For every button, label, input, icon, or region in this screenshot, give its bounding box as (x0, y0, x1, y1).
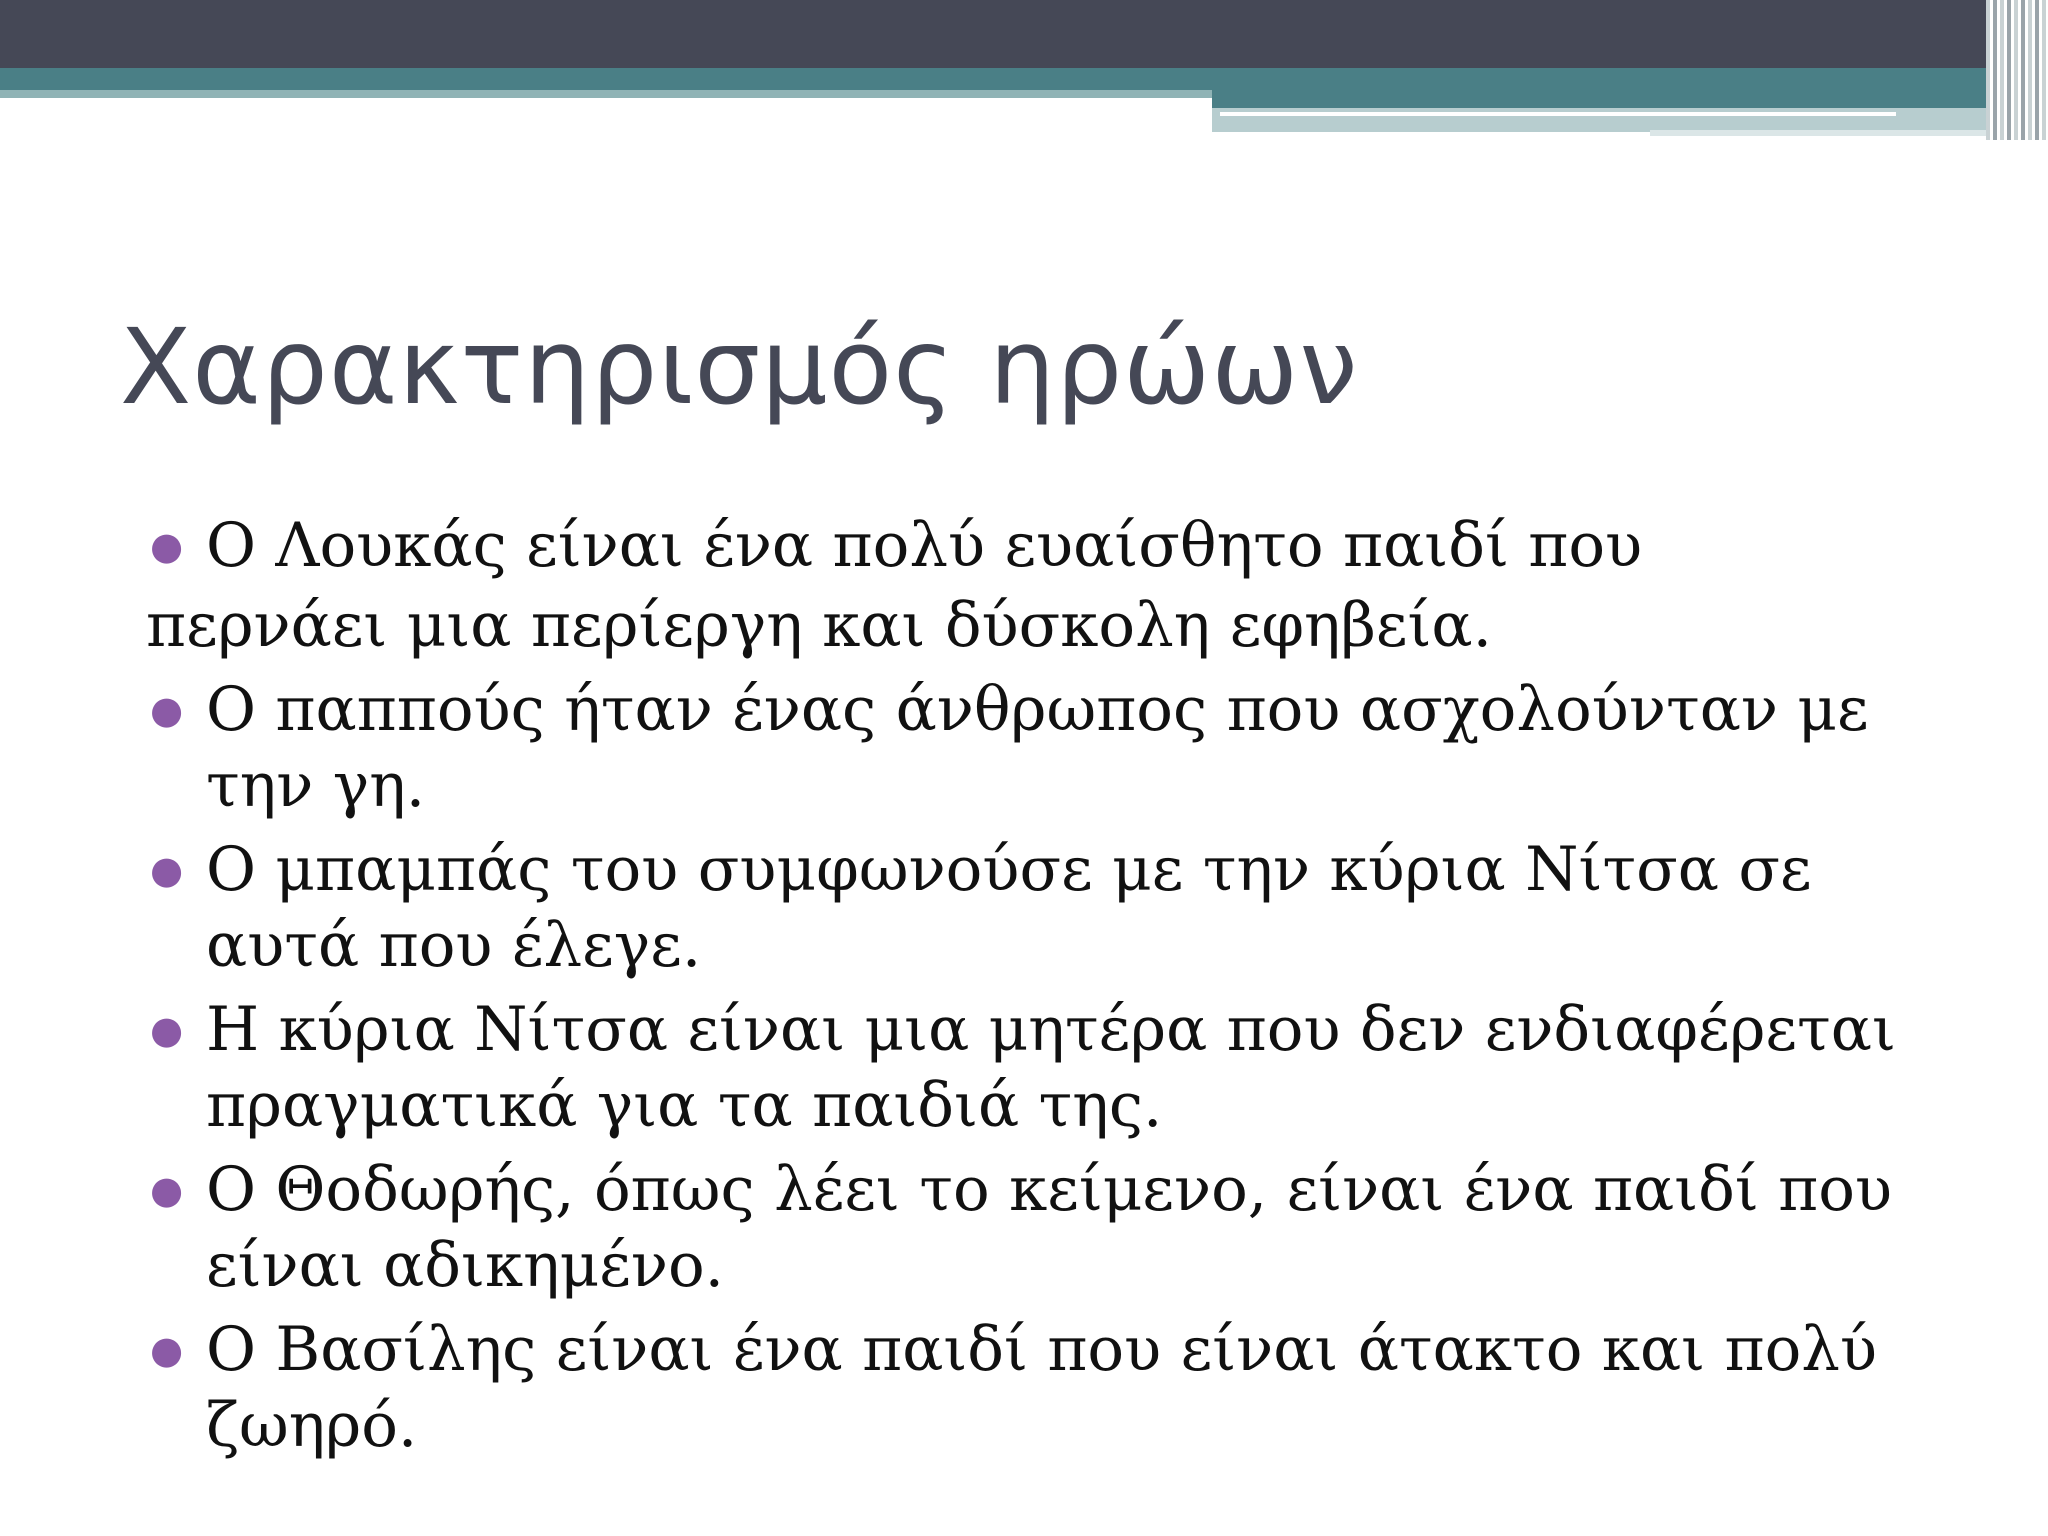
bullet-dot-icon: ● (150, 1328, 184, 1372)
header-line-white (1220, 112, 1896, 116)
slide-content (146, 508, 1926, 1472)
edge-stripes-decoration (1986, 0, 2048, 140)
bullet-item-babas (146, 832, 1926, 984)
bullet-text: Ο μπαμπάς του συμφωνούσε με την κύρια Νίτσα σε αυτά που έλεγε. (206, 834, 1812, 981)
header-band-teal (0, 68, 2048, 90)
header-band-dark (0, 0, 2048, 68)
bullet-text-line1: Ο Λουκάς είναι ένα πολύ ευαίσθητο παιδί που (206, 510, 1643, 581)
bullet-dot-icon: ● (150, 688, 184, 732)
bullet-item-loukas (146, 508, 1926, 664)
bullet-dot-icon: ● (150, 848, 184, 892)
bullet-text: Ο παππούς ήταν ένας άνθρωπος που ασχολούνταν με την γη. (206, 674, 1869, 821)
bullet-text-line2: περνάει μια περίεργη και δύσκολη εφηβεία. (146, 590, 1492, 661)
header-band-step (1212, 90, 2048, 108)
bullet-text: Ο Βασίλης είναι ένα παιδί που είναι άτακτο και πολύ ζωηρό. (206, 1314, 1878, 1461)
bullet-list (146, 508, 1926, 1464)
bullet-item-thodoris (146, 1152, 1926, 1304)
bullet-item-vasilis (146, 1312, 1926, 1464)
bullet-item-pappous (146, 672, 1926, 824)
bullet-dot-icon: ● (150, 524, 184, 568)
bullet-item-nitsa (146, 992, 1926, 1144)
bullet-text: Ο Θοδωρής, όπως λέει το κείμενο, είναι ένα παιδί που είναι αδικημένο. (206, 1154, 1893, 1301)
bullet-text: Η κύρια Νίτσα είναι μια μητέρα που δεν ενδιαφέρεται πραγματικά για τα παιδιά της. (206, 994, 1896, 1141)
bullet-dot-icon: ● (150, 1168, 184, 1212)
header-band-teal-light (0, 90, 1212, 98)
slide-title: Χαρακτηρισμός ηρώων (120, 306, 1359, 428)
bullet-dot-icon: ● (150, 1008, 184, 1052)
